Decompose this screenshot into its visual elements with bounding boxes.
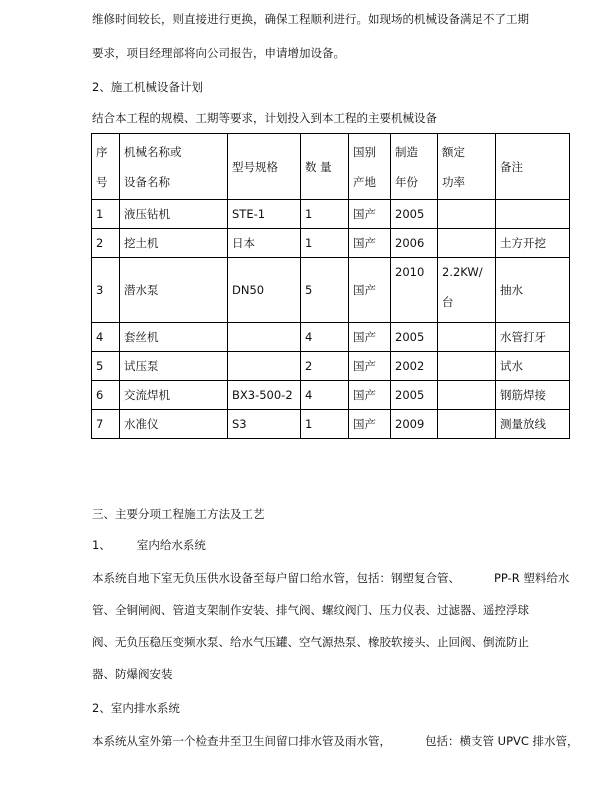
table-row: [92, 258, 570, 323]
paragraph-2-line-1b: 包括：横支管 UPVC 排水管，: [425, 734, 579, 748]
subsection-1-heading: [92, 537, 206, 553]
cell-seq: 7: [92, 410, 120, 439]
cell-model: STE-1: [228, 200, 301, 229]
cell-name: 套丝机: [120, 323, 228, 352]
cell-name: 液压钻机: [120, 200, 228, 229]
cell-qty: 1: [301, 410, 349, 439]
cell-origin: 国产: [349, 323, 391, 352]
table-row: [92, 229, 570, 258]
header-qty: 数 量: [301, 134, 349, 200]
cell-qty: 4: [301, 381, 349, 410]
header-year: 制造 年份: [391, 134, 438, 200]
paragraph-1-line-3: 阀、无负压稳压变频水泵、给水气压罐、空气源热泵、橡胶软接头、止回阀、倒流防止: [92, 635, 529, 649]
cell-qty: 2: [301, 352, 349, 381]
table-row: [92, 381, 570, 410]
cell-note: 抽水: [496, 258, 570, 323]
cell-year: 2010: [391, 258, 438, 323]
cell-power: [438, 200, 496, 229]
cell-model: DN50: [228, 258, 301, 323]
cell-seq: 4: [92, 323, 120, 352]
cell-qty: 1: [301, 229, 349, 258]
cell-origin: 国产: [349, 229, 391, 258]
cell-origin: 国产: [349, 200, 391, 229]
paragraph-2-line-1a: 本系统从室外第一个检查井至卫生间留口排水管及雨水管，: [92, 734, 391, 748]
cell-qty: 1: [301, 200, 349, 229]
cell-year: 2009: [391, 410, 438, 439]
table-header-row: [92, 134, 570, 200]
paragraph-1-line-1: [92, 570, 569, 586]
header-name: 机械名称或 设备名称: [120, 134, 228, 200]
cell-power: [438, 229, 496, 258]
cell-seq: 6: [92, 381, 120, 410]
equipment-table: [91, 133, 570, 439]
cell-origin: 国产: [349, 258, 391, 323]
header-model: 型号规格: [228, 134, 301, 200]
cell-name: 交流焊机: [120, 381, 228, 410]
section-2-heading: 2、施工机械设备计划: [92, 80, 203, 94]
cell-year: 2006: [391, 229, 438, 258]
section-3-heading: 三、主要分项工程施工方法及工艺: [92, 507, 265, 521]
cell-year: 2005: [391, 381, 438, 410]
cell-qty: 4: [301, 323, 349, 352]
section-2-description: 结合本工程的规模、工期等要求，计划投入到本工程的主要机械设备: [92, 111, 437, 125]
cell-origin: 国产: [349, 410, 391, 439]
header-seq: 序 号: [92, 134, 120, 200]
cell-year: 2005: [391, 200, 438, 229]
paragraph-2-line-1: [92, 733, 579, 749]
intro-line-1: 维修时间较长，则直接进行更换，确保工程顺利进行。如现场的机械设备满足不了工期: [92, 12, 529, 26]
paragraph-1-line-4: 器、防爆阀安装: [92, 667, 173, 681]
table-row: [92, 200, 570, 229]
cell-model: 日本: [228, 229, 301, 258]
cell-name: 潜水泵: [120, 258, 228, 323]
cell-year: 2005: [391, 323, 438, 352]
paragraph-1-line-1b: PP-R 塑料给水: [494, 571, 570, 585]
cell-seq: 5: [92, 352, 120, 381]
subsection-2-heading: 2、室内排水系统: [92, 701, 180, 715]
cell-power: 2.2KW/ 台: [438, 258, 496, 323]
cell-model: BX3-500-2: [228, 381, 301, 410]
cell-origin: 国产: [349, 352, 391, 381]
header-note: 备注: [496, 134, 570, 200]
cell-note: 测量放线: [496, 410, 570, 439]
cell-note: 试水: [496, 352, 570, 381]
cell-origin: 国产: [349, 381, 391, 410]
table-row: [92, 410, 570, 439]
cell-note: 水管打牙: [496, 323, 570, 352]
cell-qty: 5: [301, 258, 349, 323]
cell-note: 土方开挖: [496, 229, 570, 258]
header-power: 额定 功率: [438, 134, 496, 200]
cell-model: [228, 352, 301, 381]
intro-line-2: 要求，项目经理部将向公司报告，申请增加设备。: [92, 46, 345, 60]
cell-note: 钢筋焊接: [496, 381, 570, 410]
cell-power: [438, 323, 496, 352]
cell-seq: 3: [92, 258, 120, 323]
cell-note: [496, 200, 570, 229]
cell-name: 水准仪: [120, 410, 228, 439]
table-row: [92, 323, 570, 352]
cell-year: 2002: [391, 352, 438, 381]
cell-power: [438, 381, 496, 410]
paragraph-1-line-1a: 本系统自地下室无负压供水设备至每户留口给水管，包括：钢塑复合管、: [92, 571, 460, 585]
table-row: [92, 352, 570, 381]
cell-name: 试压泵: [120, 352, 228, 381]
header-origin: 国别 产地: [349, 134, 391, 200]
cell-seq: 1: [92, 200, 120, 229]
cell-model: S3: [228, 410, 301, 439]
cell-model: [228, 323, 301, 352]
subsection-1-number: 1、: [92, 538, 111, 552]
paragraph-1-line-2: 管、全铜闸阀、管道支架制作安装、排气阀、螺纹阀门、压力仪表、过滤器、遥控浮球: [92, 603, 529, 617]
cell-power: [438, 352, 496, 381]
subsection-1-title: 室内给水系统: [136, 538, 206, 552]
cell-seq: 2: [92, 229, 120, 258]
cell-power: [438, 410, 496, 439]
cell-name: 挖土机: [120, 229, 228, 258]
